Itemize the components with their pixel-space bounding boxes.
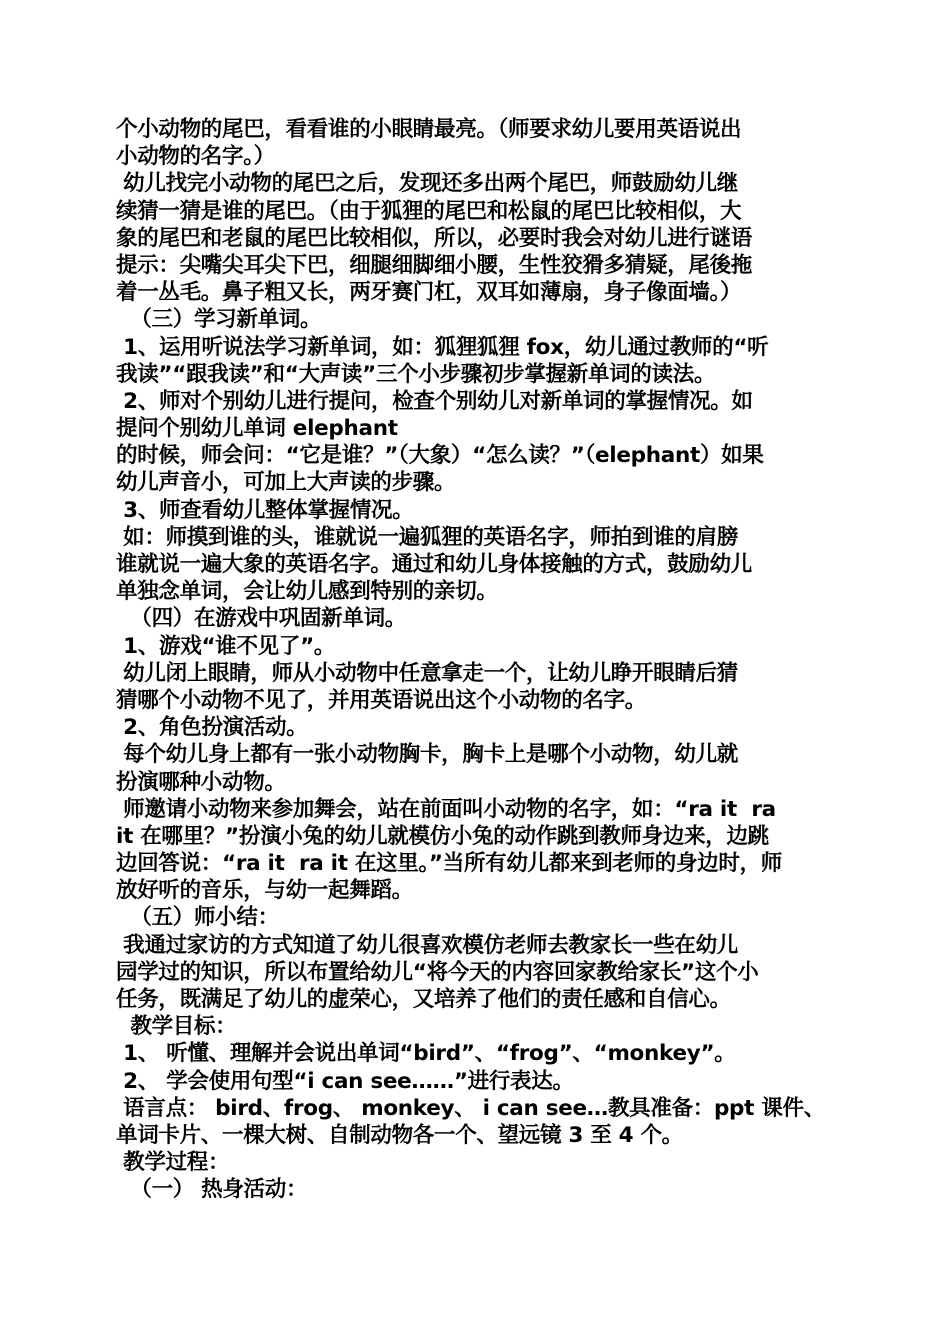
- text-line: 谁就说一遍大象的英语名字。通过和幼儿身体接触的方式，鼓励幼儿: [116, 552, 753, 577]
- text-line: 2、角色扮演活动。: [116, 715, 308, 741]
- text-line: 2、 学会使用句型“i can see……”进行表达。: [116, 1068, 574, 1094]
- text-line: 1、 听懂、理解并会说出单词“bird”、“frog”、“monkey”。: [116, 1041, 736, 1067]
- text-line: 边回答说：“ra it ra it 在这里。”当所有幼儿都来到老师的身边时，师: [116, 851, 782, 877]
- section-heading: （一） 热身活动：: [116, 1177, 308, 1203]
- text-line: 语言点： bird、frog、 monkey、 i can see…教具准备：ppt 课件、: [116, 1095, 825, 1121]
- text-line: 小动物的名字。）: [116, 144, 275, 170]
- text-line: 续猜一猜是谁的尾巴。（由于狐狸的尾巴和松鼠的尾巴比较相似，大: [116, 198, 742, 224]
- text-line: 任务，既满足了幼儿的虚荣心，又培养了他们的责任感和自信心。: [116, 987, 731, 1012]
- text-line: 1、运用听说法学习新单词，如：狐狸狐狸 fox，幼儿通过教师的“听: [116, 334, 769, 360]
- section-heading: （五）师小结：: [116, 905, 279, 931]
- text-line: 3、师查看幼儿整体掌握情况。: [116, 497, 414, 523]
- section-heading: （三）学习新单词。: [116, 307, 322, 333]
- text-line: 2、师对个别幼儿进行提问，检查个别幼儿对新单词的掌握情况。如: [116, 388, 753, 414]
- text-line: 单独念单词，会让幼儿感到特别的亲切。: [116, 579, 498, 605]
- text-line: 我通过家访的方式知道了幼儿很喜欢模仿老师去教家长一些在幼儿: [116, 932, 738, 958]
- text-line: 象的尾巴和老鼠的尾巴比较相似，所以，必要时我会对幼儿进行谜语: [116, 225, 753, 251]
- text-line: it 在哪里？”扮演小兔的幼儿就模仿小兔的动作跳到教师身边来，边跳: [116, 823, 769, 849]
- text-line: 放好听的音乐，与幼一起舞蹈。: [116, 878, 413, 904]
- text-line: 扮演哪种小动物。: [116, 769, 286, 795]
- text-line: 园学过的知识，所以布置给幼儿“将今天的内容回家教给家长”这个小: [116, 959, 759, 985]
- text-line: 的时候，师会问：“它是谁？”（大象）“怎么读？”（elephant）如果: [116, 443, 764, 469]
- text-line: 1、游戏“谁不见了”。: [116, 633, 336, 659]
- text-line: 猜哪个小动物不见了，并用英语说出这个小动物的名字。: [116, 687, 647, 713]
- text-line: 幼儿闭上眼睛，师从小动物中任意拿走一个，让幼儿睁开眼睛后猜: [116, 660, 738, 686]
- text-line: 单词卡片、一棵大树、自制动物各一个、望远镜 3 至 4 个。: [116, 1122, 683, 1148]
- section-heading: 教学过程：: [116, 1150, 230, 1176]
- text-line: 着一丛毛。鼻子粗又长，两牙赛门杠，双耳如薄扇，身子像面墙。）: [116, 280, 742, 306]
- text-line: 幼儿声音小，可加上大声读的步骤。: [116, 470, 456, 496]
- text-line: 师邀请小动物来参加舞会，站在前面叫小动物的名字，如：“ra it ra: [116, 796, 776, 822]
- text-line: 每个幼儿身上都有一张小动物胸卡，胸卡上是哪个小动物，幼儿就: [116, 742, 738, 768]
- text-line: 我读”“跟我读”和“大声读”三个小步骤初步掌握新单词的读法。: [116, 361, 716, 387]
- text-line: 提示：尖嘴尖耳尖下巴，细腿细脚细小腰，生性狡猾多猜疑，尾後拖: [116, 252, 753, 278]
- section-heading: 教学目标：: [116, 1014, 237, 1040]
- text-line: 如：师摸到谁的头，谁就说一遍狐狸的英语名字，师拍到谁的肩膀: [116, 524, 738, 550]
- text-line: 幼儿找完小动物的尾巴之后，发现还多出两个尾巴，师鼓励幼儿继: [116, 171, 738, 197]
- text-line: 个小动物的尾巴，看看谁的小眼睛最亮。（师要求幼儿要用英语说出: [116, 117, 742, 142]
- section-heading: （四）在游戏中巩固新单词。: [116, 606, 406, 632]
- text-line: 提问个别幼儿单词 elephant: [116, 416, 398, 442]
- document-body: [116, 116, 840, 1204]
